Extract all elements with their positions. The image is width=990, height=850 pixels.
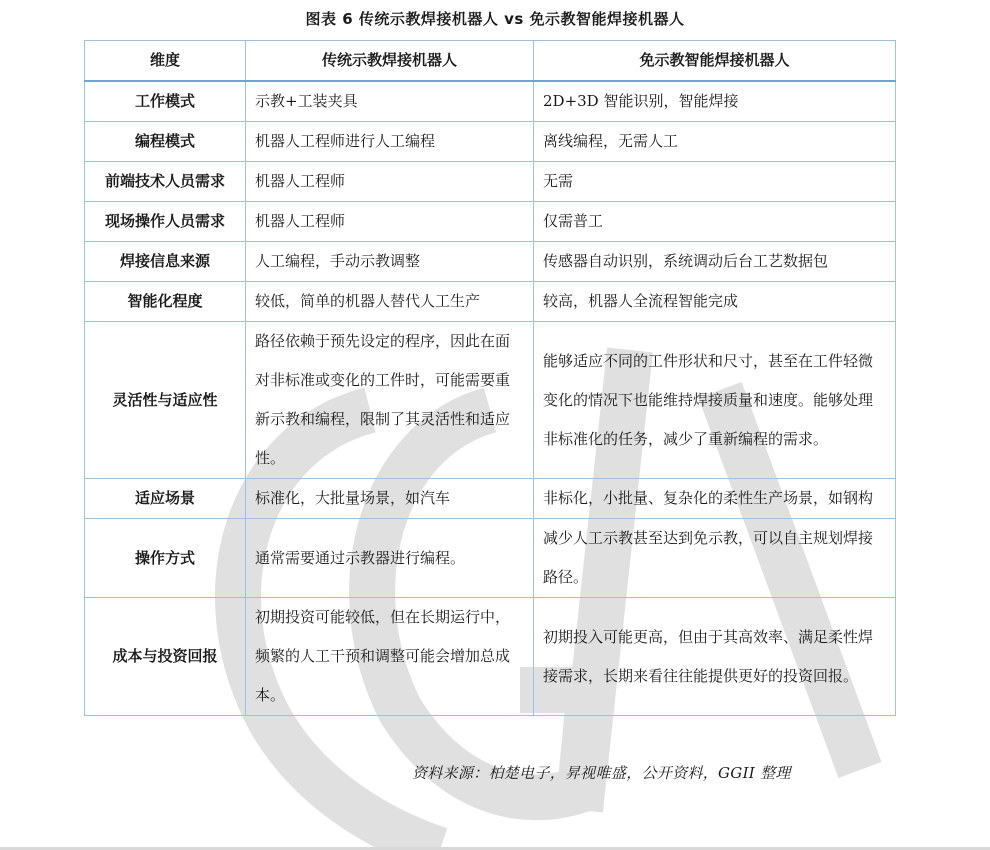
dimension-cell: 编程模式 bbox=[85, 122, 246, 162]
smart-cell: 初期投入可能更高，但由于其高效率、满足柔性焊接需求，长期来看往往能提供更好的投资回报。 bbox=[534, 598, 896, 716]
traditional-cell: 较低，简单的机器人替代人工生产 bbox=[246, 282, 534, 322]
comparison-table bbox=[84, 40, 896, 716]
table-row bbox=[85, 322, 896, 479]
traditional-cell: 示教+工装夹具 bbox=[246, 81, 534, 122]
traditional-cell: 机器人工程师 bbox=[246, 202, 534, 242]
header-row bbox=[85, 41, 896, 82]
table-row bbox=[85, 122, 896, 162]
traditional-cell: 人工编程，手动示教调整 bbox=[246, 242, 534, 282]
table-row bbox=[85, 81, 896, 122]
table-row bbox=[85, 519, 896, 598]
smart-cell: 减少人工示教甚至达到免示教，可以自主规划焊接路径。 bbox=[534, 519, 896, 598]
header-traditional: 传统示教焊接机器人 bbox=[246, 41, 534, 82]
traditional-cell: 机器人工程师 bbox=[246, 162, 534, 202]
smart-cell: 传感器自动识别，系统调动后台工艺数据包 bbox=[534, 242, 896, 282]
table-row bbox=[85, 202, 896, 242]
smart-cell: 较高，机器人全流程智能完成 bbox=[534, 282, 896, 322]
dimension-cell: 现场操作人员需求 bbox=[85, 202, 246, 242]
traditional-cell: 路径依赖于预先设定的程序，因此在面对非标准或变化的工件时，可能需要重新示教和编程，限制了其灵活性和适应性。 bbox=[246, 322, 534, 479]
traditional-cell: 通常需要通过示教器进行编程。 bbox=[246, 519, 534, 598]
dimension-cell: 前端技术人员需求 bbox=[85, 162, 246, 202]
dimension-cell: 焊接信息来源 bbox=[85, 242, 246, 282]
dimension-cell: 操作方式 bbox=[85, 519, 246, 598]
dimension-cell: 灵活性与适应性 bbox=[85, 322, 246, 479]
table-row bbox=[85, 242, 896, 282]
table-caption: 图表 6 传统示教焊接机器人 vs 免示教智能焊接机器人 bbox=[305, 10, 685, 28]
header-smart: 免示教智能焊接机器人 bbox=[534, 41, 896, 82]
smart-cell: 非标化，小批量、复杂化的柔性生产场景，如钢构 bbox=[534, 479, 896, 519]
dimension-cell: 适应场景 bbox=[85, 479, 246, 519]
smart-cell: 无需 bbox=[534, 162, 896, 202]
table-row bbox=[85, 282, 896, 322]
traditional-cell: 初期投资可能较低，但在长期运行中，频繁的人工干预和调整可能会增加总成本。 bbox=[246, 598, 534, 716]
header-dimension: 维度 bbox=[85, 41, 246, 82]
smart-cell: 仅需普工 bbox=[534, 202, 896, 242]
table-row bbox=[85, 162, 896, 202]
dimension-cell: 工作模式 bbox=[85, 81, 246, 122]
smart-cell: 离线编程，无需人工 bbox=[534, 122, 896, 162]
traditional-cell: 标准化，大批量场景，如汽车 bbox=[246, 479, 534, 519]
traditional-cell: 机器人工程师进行人工编程 bbox=[246, 122, 534, 162]
table-row bbox=[85, 479, 896, 519]
dimension-cell: 智能化程度 bbox=[85, 282, 246, 322]
table-row bbox=[85, 598, 896, 716]
dimension-cell: 成本与投资回报 bbox=[85, 598, 246, 716]
source-note: 资料来源：柏楚电子，昇视唯盛，公开资料，GGII 整理 bbox=[412, 764, 791, 782]
smart-cell: 能够适应不同的工件形状和尺寸，甚至在工件轻微变化的情况下也能维持焊接质量和速度。能够处理非标准化的任务，减少了重新编程的需求。 bbox=[534, 322, 896, 479]
smart-cell: 2D+3D 智能识别，智能焊接 bbox=[534, 81, 896, 122]
